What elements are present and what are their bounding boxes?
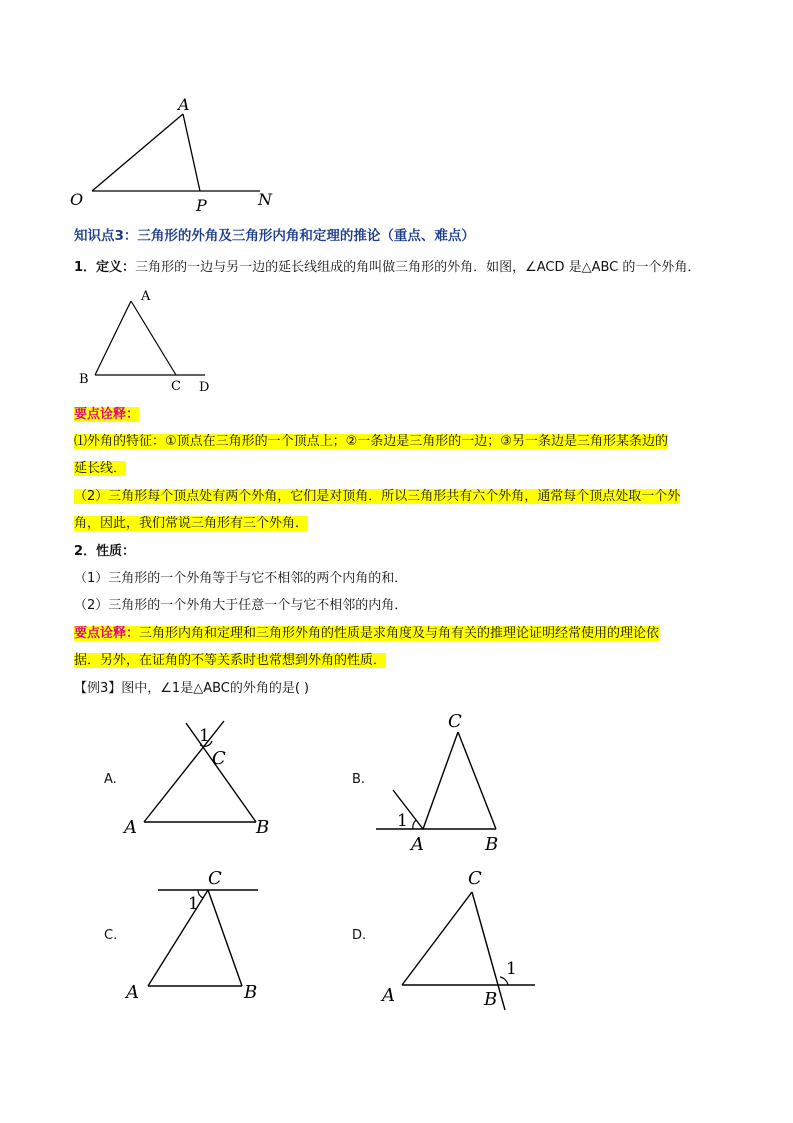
label-1: 1	[199, 726, 210, 746]
label-D: D	[199, 380, 210, 395]
key-points-1-line3: （2）三角形每个顶点处有两个外角，它们是对顶角．所以三角形共有六个外角，通常每个顶点处取一个外	[74, 489, 681, 504]
property-1: （1）三角形的一个外角等于与它不相邻的两个内角的和．	[74, 571, 408, 586]
definition-label: 定义：	[96, 260, 136, 275]
properties-heading: 2．性质：	[74, 544, 136, 559]
option-d-figure	[370, 860, 550, 1015]
key-points-2-line1: 要点诠释：三角形内角和定理和三角形外角的性质是求角度及与角有关的推理论证明经常使用的理论依	[74, 626, 660, 641]
label-1: 1	[506, 959, 517, 979]
option-c-figure	[120, 862, 290, 1007]
label-1: 1	[188, 894, 199, 914]
figure-definition-triangle	[75, 285, 225, 397]
property-2: （2）三角形的一个外角大于任意一个与它不相邻的内角．	[74, 598, 408, 613]
label-B: B	[256, 817, 270, 838]
key-points-1-line4: 角，因此，我们常说三角形有三个外角．	[74, 516, 309, 531]
definition-line	[74, 259, 700, 277]
figure-top-triangle	[60, 90, 300, 215]
label-P: P	[196, 196, 207, 215]
option-c-letter: C.	[104, 928, 118, 943]
label-B: B	[485, 834, 499, 855]
key-points-1-line1: ⑴外角的特征：①顶点在三角形的一个顶点上；②一条边是三角形的一边；③另一条边是三角形某条边的	[74, 434, 668, 449]
label-A: A	[411, 834, 424, 855]
option-b-figure	[370, 705, 530, 860]
label-C: C	[468, 868, 482, 889]
label-A: A	[178, 95, 190, 114]
example-3-question: 【例3】图中，∠1是△ABC的外角的是( )	[74, 681, 310, 696]
label-N: N	[258, 190, 272, 209]
option-d-letter: D.	[352, 928, 367, 943]
label-C: C	[448, 711, 462, 732]
label-A: A	[382, 985, 395, 1006]
label-A: A	[124, 817, 137, 838]
label-A: A	[126, 982, 139, 1003]
label-B: B	[244, 982, 258, 1003]
label-B: B	[79, 372, 89, 387]
key-points-1-line2: 延长线．	[74, 461, 127, 476]
key-points-label: 要点诠释：	[74, 407, 140, 422]
option-b-letter: B.	[352, 772, 366, 787]
label-A: A	[141, 289, 151, 304]
label-C: C	[212, 748, 226, 769]
label-O: O	[70, 190, 84, 209]
key-points-2-line2: 据．另外，在证角的不等关系时也常想到外角的性质．	[74, 653, 387, 668]
definition-num: 1．	[74, 260, 97, 275]
label-1: 1	[397, 811, 408, 831]
definition-text: 三角形的一边与另一边的延长线组成的角叫做三角形的外角．如图，∠ACD 是△ABC 的一个外角．	[135, 260, 701, 275]
label-C: C	[208, 868, 222, 889]
key-points-1-label-line	[74, 406, 139, 424]
option-a-letter: A.	[104, 772, 117, 787]
label-B: B	[484, 989, 498, 1010]
key-points-label: 要点诠释：	[74, 626, 140, 641]
section-title: 知识点3：三角形的外角及三角形内角和定理的推论（重点、难点）	[74, 228, 475, 244]
option-a-figure	[120, 715, 290, 840]
label-C: C	[171, 379, 181, 394]
